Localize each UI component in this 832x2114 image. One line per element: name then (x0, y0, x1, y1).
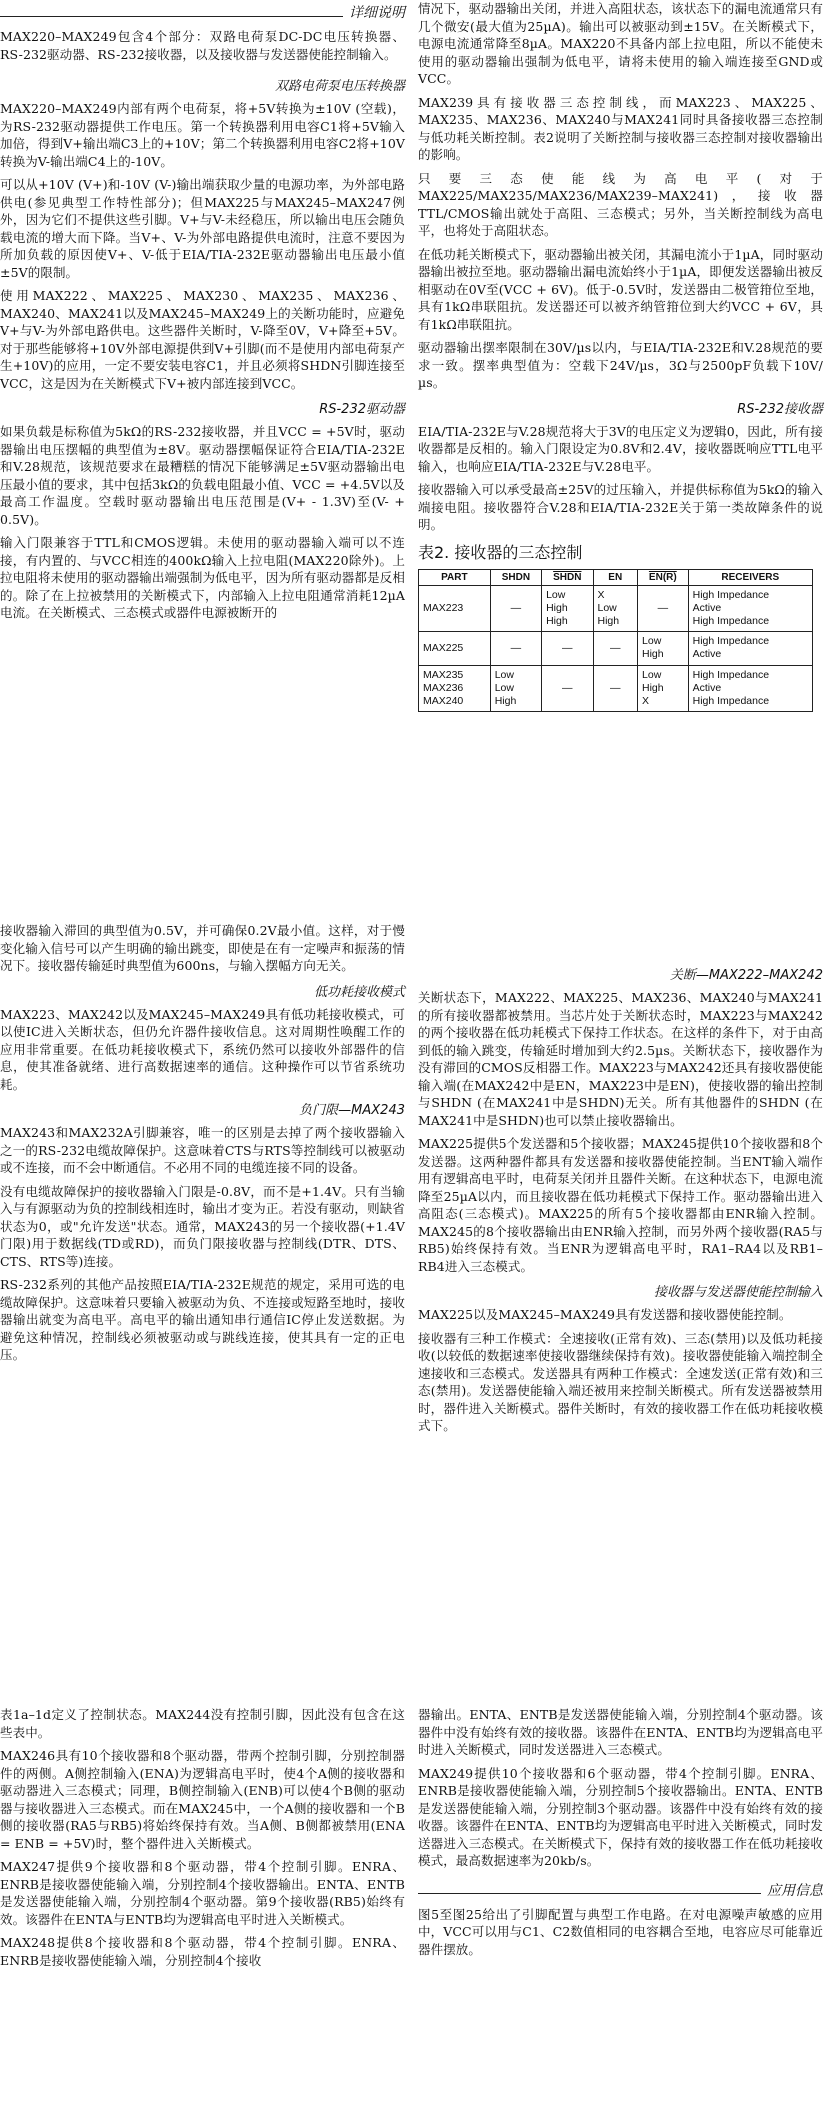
header-rule (0, 16, 343, 17)
paragraph: MAX223、MAX242以及MAX245–MAX249具有低功耗接收模式，可以使IC进入关断状态，但仍允许器件接收信息。这对周期性唤醒工作的应用非常重要。在低功耗接收模式下，系统仍然可以接收外部器件的信息，使其准备就绪、进行高数据速率的通信。这种操作可以节省系统功耗。 (0, 1006, 405, 1092)
section3-left-column (0, 1706, 405, 1975)
paragraph: MAX246具有10个接收器和8个驱动器，带两个控制引脚，分别控制器件的两侧。A侧控制输入(ENA)为逻辑高电平时，使4个A侧的接收器和驱动器进入三态模式；同理，B侧控制输入(ENB)可以使4个B侧的驱动器与接收器进入三态模式。而在MAX245中，一个A侧的接收器和一个B侧的接收器(RA5与RB5)将始终保持有效。当A侧、B侧都被禁用(ENA = ENB = +5V)时，整个器件进入关断模式。 (0, 1748, 405, 1851)
column-header: PART (419, 569, 491, 585)
subsection-title-shutdown: 关断—MAX222–MAX242 (669, 968, 823, 983)
table-cell: High Impedance Active High Impedance (688, 585, 812, 631)
table-cell: X Low High (593, 585, 638, 631)
table-cell: High Impedance Active (688, 631, 812, 665)
table-cell: — (593, 665, 638, 711)
section2-left-column (0, 922, 405, 1370)
table-cell: Low Low High (490, 665, 541, 711)
section1-left-column (0, 0, 405, 628)
paragraph: 接收器有三种工作模式：全速接收(正常有效)、三态(禁用)以及低功耗接收(以较低的数据速率使接收器继续保持有效)。接收器使能输入端控制全速接收和三态模式。发送器具有两种工作模式：全速发送(正常有效)和三态(禁用)。发送器使能输入端还被用来控制关断模式。所有发送器被禁用时，器件进入关断模式。器件关断时，有效的接收器工作在低功耗接收模式下。 (418, 1330, 823, 1433)
subsection-title-enable-control: 接收器与发送器使能控制输入 (653, 1285, 823, 1300)
paragraph: 图5至图25给出了引脚配置与典型工作电路。在对电源噪声敏感的应用中，VCC可以用与C1、C2数值相同的电容耦合至地，电容应尽可能靠近器件摆放。 (418, 1906, 823, 1957)
subsection-title-rs232-receivers: RS-232接收器 (737, 401, 823, 417)
table-cell: — (490, 585, 541, 631)
table-cell: Low High High (542, 585, 593, 631)
table-cell: Low High X (638, 665, 689, 711)
section2-right-column (418, 960, 823, 1441)
subsection-title-charge-pump: 双路电荷泵电压转换器 (274, 79, 405, 94)
paragraph: 输入门限兼容于TTL和CMOS逻辑。未使用的驱动器输入端可以不连接，有内置的、与VCC相连的400kΩ输入上拉电阻(MAX220除外)。上拉电阻将未使用的驱动器输出端强制为低电平，因为所有驱动器都是反相的。除了在上拉被禁用的关断模式下，内部输入上拉电阻通常消耗12µA电流。在关断模式、三态模式或器件电源被断开的 (0, 535, 405, 620)
receiver-three-state-table (418, 569, 813, 712)
section-title: 应用信息 (767, 1882, 823, 1899)
paragraph: 驱动器输出摆率限制在30V/µs以内，与EIA/TIA-232E和V.28规范的要求一致。摆率典型值为：空载下24V/µs，3Ω与2500pF负载下10V/µs。 (418, 340, 823, 390)
paragraph: 没有电缆故障保护的接收器输入门限是-0.8V，而不是+1.4V。只有当输入与有源驱动为负的控制线相连时，输出才变为正。若没有驱动，则缺省状态为0，或"允许发送"状态。通常，MAX243的另一个接收器(+1.4V门限)用于数据线(TD或RD)，而负门限接收器与控制线(DTR、DTS、CTS、RTS等)连接。 (0, 1183, 405, 1269)
table-row (419, 585, 813, 631)
paragraph: MAX243和MAX232A引脚兼容，唯一的区别是去掉了两个接收器输入之一的RS-232电缆故障保护。这意味着CTS与RTS等控制线可以被驱动或不连接，而不会中断通信。不必用不同的电缆连接不同的设备。 (0, 1125, 405, 1175)
paragraph: 如果负载是标称值为5kΩ的RS-232接收器，并且VCC = +5V时，驱动器输出电压摆幅的典型值为±8V。驱动器摆幅保证符合EIA/TIA-232E和V.28规范，该规范要求在最糟糕的情况下能够满足±5V驱动器输出电压最小值的要求，其中包括3kΩ的负载电阻最小值、VCC = +4.5V以及最高工作温度。空载时驱动器输出电压范围是(V+ - 1.3V)至(V- + 0.5V)。 (0, 424, 405, 527)
table-row (419, 665, 813, 711)
paragraph: MAX225提供5个发送器和5个接收器；MAX245提供10个接收器和8个发送器。这两种器件都具有发送器和接收器使能控制。当ENT输入端作用有逻辑高电平时，电荷泵关闭并且器件关断。在这种状态下，电源电流降至25µA以内，而且接收器在低功耗模式下保持工作。驱动器输出进入高阻态(三态模式)。MAX225的所有5个接收器都由ENR输入控制。MAX245的8个接收器输出由ENR输入控制，而另外两个接收器(RA5与RB5)始终保持有效。当ENR为逻辑高电平时，RA1–RA4以及RB1–RB4进入三态模式。 (418, 1136, 823, 1274)
paragraph: EIA/TIA-232E与V.28规范将大于3V的电压定义为逻辑0，因此，所有接收器都是反相的。输入门限设定为0.8V和2.4V，接收器既响应TTL电平输入，也响应EIA/TIA-232E与V.28电平。 (418, 423, 823, 474)
section-header-application-info (418, 1880, 823, 1900)
table-title: 表2. 接收器的三态控制 (418, 542, 583, 562)
column-header: EN (593, 569, 638, 585)
header-rule (418, 1893, 761, 1894)
table-header-row (419, 569, 813, 585)
paragraph: 使用MAX222、MAX225、MAX230、MAX235、MAX236、MAX240、MAX241以及MAX245–MAX249上的关断功能时，应避免V+与V-为外部电路供电。这些器件关断时，V-降至0V，V+降至+5V。对于那些能够将+10V外部电源提供到V+引脚(而不是使用内部电荷泵产生+10V)的应用，一定不要安装电容C1，并且必须将SHDN引脚连接至VCC，这是因为在关断模式下V+被内部连接到VCC。 (0, 288, 405, 391)
paragraph: 表1a–1d定义了控制状态。MAX244没有控制引脚，因此没有包含在这些表中。 (0, 1707, 405, 1740)
table-cell: — (542, 631, 593, 665)
paragraph: 可以从+10V (V+)和-10V (V-)输出端获取少量的电源功率，为外部电路供电(参见典型工作特性部分)；但MAX225与MAX245–MAX247例外，因为它们不提供这些引脚。V+与V-未经稳压，所以输出电压会随负载电流的增大而下降。当V+、V-为外部电路提供电流时，注意不要因为所加负载的原因使V+、V-低于EIA/TIA-232E驱动器输出电压最小值±5V的限制。 (0, 177, 405, 280)
column-header: SHDN (490, 569, 541, 585)
table-cell: Low High (638, 631, 689, 665)
table-cell: MAX225 (419, 631, 491, 665)
paragraph: RS-232系列的其他产品按照EIA/TIA-232E规范的规定，采用可选的电缆故障保护。这意味着只要输入被驱动为负、不连接或短路至地时，接收器输出就变为高电平。高电平的输出通知串行通信IC停止发送数据。为避免这种情况，控制线必须被驱动或与跳线连接，使其具有一定的正电压。 (0, 1277, 405, 1362)
table-cell: — (593, 631, 638, 665)
column-header: SHDN (542, 569, 593, 585)
paragraph: MAX249提供10个接收器和6个驱动器，带4个控制引脚。ENRA、ENRB是接收器使能输入端，分别控制5个接收器输出。ENTA、ENTB是发送器使能输入端，分别控制3个驱动器。该器件中没有始终有效的接收器。该器件在ENTA、ENTB均为逻辑高电平时进入关断模式，同时发送器进入三态模式。在关断模式下，保持有效的接收器工作在低功耗接收模式，最高数据速率为20kb/s。 (418, 1765, 823, 1868)
paragraph: 情况下，驱动器输出关闭，并进入高阻状态，该状态下的漏电流通常只有几个微安(最大值为25µA)。输出可以被驱动到±15V。在关断模式下，电源电流通常降至8µA。MAX220不具备内部上拉电阻，所以不能使未使用的驱动器输出强制为低电平，请将未使用的输入端连接至GND或VCC。 (418, 1, 823, 86)
column-header: EN(R) (638, 569, 689, 585)
paragraph: MAX220–MAX249内部有两个电荷泵，将+5V转换为±10V (空载)，为RS-232驱动器提供工作电压。第一个转换器利用电容C1将+5V输入加倍，得到V+输出端C3上的+10V；第二个转换器利用电容C2将+10V转换为V-输出端C4上的-10V。 (0, 101, 405, 169)
table-cell: — (542, 665, 593, 711)
table-cell: High Impedance Active High Impedance (688, 665, 812, 711)
intro-paragraph: MAX220–MAX249包含4个部分：双路电荷泵DC-DC电压转换器、RS-232驱动器、RS-232接收器，以及接收器与发送器使能控制输入。 (0, 29, 405, 62)
table-cell: — (638, 585, 689, 631)
subsection-title-rs232-drivers: RS-232驱动器 (319, 402, 405, 417)
paragraph: 器输出。ENTA、ENTB是发送器使能输入端，分别控制4个驱动器。该器件中没有始终有效的接收器。该器件在ENTA、ENTB均为逻辑高电平时进入关断模式，同时发送器进入三态模式。 (418, 1707, 823, 1757)
table-row (419, 631, 813, 665)
section-header-detailed-description (0, 2, 405, 22)
subsection-title-low-power-receive: 低功耗接收模式 (313, 984, 405, 1000)
paragraph: MAX225以及MAX245–MAX249具有发送器和接收器使能控制。 (418, 1307, 792, 1322)
paragraph: MAX239具有接收器三态控制线，而MAX223、MAX225、MAX235、MAX236、MAX240与MAX241同时具备接收器三态控制与低功耗关断控制。表2说明了关断控制与接收器三态控制对接收器输出的影响。 (418, 94, 823, 162)
paragraph: MAX247提供9个接收器和8个驱动器，带4个控制引脚。ENRA、ENRB是接收器使能输入端，分别控制4个接收器输出。ENTA、ENTB是发送器使能输入端，分别控制4个驱动器。第9个接收器(RB5)始终有效。该器件在ENTA与ENTB均为逻辑高电平时进入关断模式。 (0, 1859, 405, 1927)
paragraph: MAX248提供8个接收器和8个驱动器，带4个控制引脚。ENRA、ENRB是接收器使能输入端，分别控制4个接收 (0, 1935, 405, 1968)
paragraph: 在低功耗关断模式下，驱动器输出被关闭，其漏电流小于1µA，同时驱动器输出被拉至地。驱动器输出漏电流始终小于1µA，即便发送器输出被反相驱动在0V至(VCC + 6V)。低于-0.5V时，发送器由二极管箝位至地，具有1kΩ串联阻抗。发送器还可以被齐纳管箝位到大约VCC + 6V，具有1kΩ串联阻抗。 (418, 246, 823, 332)
paragraph: 接收器输入可以承受最高±25V的过压输入，并提供标称值为5kΩ的输入端接电阻。接收器符合V.28和EIA/TIA-232E关于第一类故障条件的说明。 (418, 482, 823, 532)
column-header: RECEIVERS (688, 569, 812, 585)
paragraph: 关断状态下，MAX222、MAX225、MAX236、MAX240与MAX241的所有接收器都被禁用。当芯片处于关断状态时，MAX223与MAX242的两个接收器在低功耗模式下保持工作状态。在这样的条件下，对于由高到低的输入跳变，传输延时增加到大约2.5µs。关断状态下，接收器作为没有滞回的CMOS反相器工作。MAX223与MAX242还具有接收器使能输入端(在MAX242中是EN，MAX223中是EN)，使接收器的输出控制与SHDN (在MAX241中是SHDN)无关。所有其他器件的SHDN (在MAX241中是SHDN)也可以禁止接收器输出。 (418, 990, 823, 1128)
section3-right-column (418, 1706, 823, 1964)
table-cell: MAX235 MAX236 MAX240 (419, 665, 491, 711)
table-cell: MAX223 (419, 585, 491, 631)
section-title: 详细说明 (349, 5, 405, 21)
table-cell: — (490, 631, 541, 665)
section1-right-column (418, 0, 823, 712)
subsection-title-negative-threshold: 负门限—MAX243 (299, 1103, 405, 1118)
paragraph: 只要三态使能线为高电平(对于MAX225/MAX235/MAX236/MAX239–MAX241)，接收器TTL/CMOS输出就处于高阻、三态模式；另外，当关断控制线为高电平，也将处于高阻状态。 (418, 170, 823, 238)
paragraph: 接收器输入滞回的典型值为0.5V，并可确保0.2V最小值。这样，对于慢变化输入信号可以产生明确的输出跳变，即使是在有一定噪声和振荡的情况下。接收器传输延时典型值为600ns，与输入摆幅方向无关。 (0, 923, 405, 973)
